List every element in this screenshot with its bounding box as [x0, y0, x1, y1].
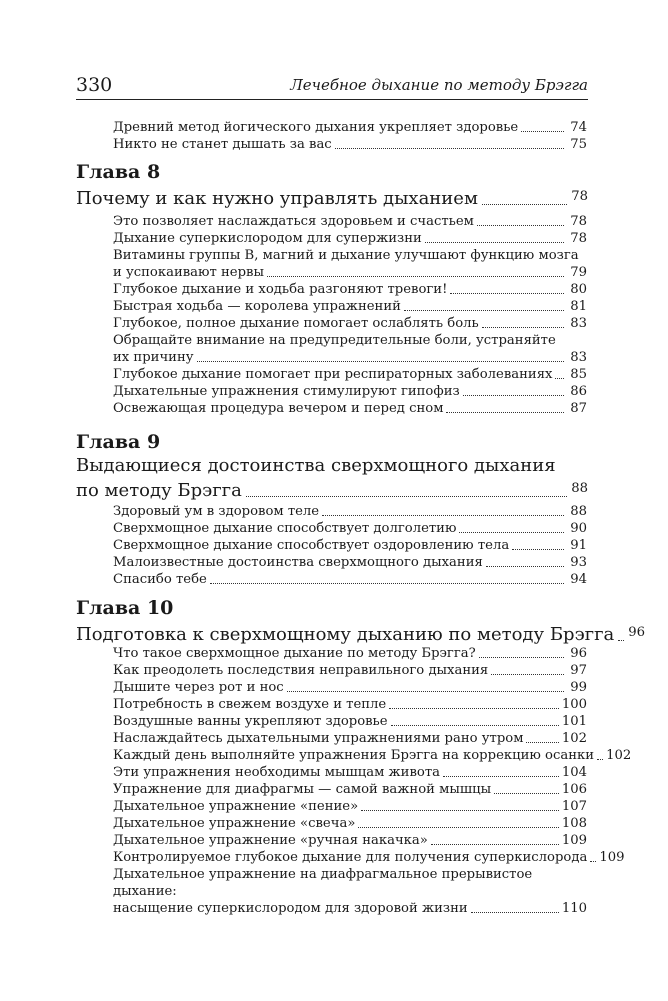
- toc-entry-text-line1: Дыхательное упражнение на диафрагмальное прерывистое дыхание:: [113, 867, 533, 899]
- chapter-9-title: [76, 454, 588, 502]
- leader-dots: [597, 759, 603, 760]
- toc-entry-text: Дыхательное упражнение «свеча»: [113, 816, 356, 831]
- toc-entry-page: 102: [561, 731, 587, 746]
- toc-entry-text-line1: Обращайте внимание на предупредительные боли, устраняйте: [113, 333, 556, 348]
- leader-dots: [443, 776, 559, 777]
- toc-entry-text: их причину: [113, 350, 194, 365]
- toc-entry-page: 86: [570, 384, 587, 399]
- leader-dots: [197, 361, 565, 362]
- leader-dots: [404, 310, 564, 311]
- chapter-8-label: Глава 8: [76, 161, 161, 183]
- toc-entry-text: Воздушные ванны укрепляют здоровье: [113, 714, 388, 729]
- toc-entry: [113, 798, 587, 815]
- chapter-title-text: Почему и как нужно управлять дыханием: [76, 188, 478, 209]
- leader-dots: [555, 378, 564, 379]
- toc-entry-text: Потребность в свежем воздухе и тепле: [113, 697, 387, 712]
- leader-dots: [246, 496, 567, 497]
- leader-dots: [391, 725, 559, 726]
- toc-entry: [113, 866, 587, 917]
- chapter-page: 78: [571, 189, 588, 204]
- toc-entry: [113, 213, 587, 230]
- toc-entry: [113, 781, 587, 798]
- toc-entry: [113, 230, 587, 247]
- toc-entry: [113, 679, 587, 696]
- toc-entry-page: 97: [570, 663, 587, 678]
- page-number: 330: [76, 74, 113, 96]
- toc-entry-text: Что такое сверхмощное дыхание по методу Брэгга?: [113, 646, 476, 661]
- toc-entry-text: Как преодолеть последствия неправильного дыхания: [113, 663, 489, 678]
- leader-dots: [526, 742, 558, 743]
- toc-entry-page: 93: [570, 555, 587, 570]
- toc-entry-page: 102: [606, 748, 632, 763]
- leader-dots: [450, 293, 564, 294]
- leader-dots: [486, 566, 564, 567]
- chapter-9-label: Глава 9: [76, 431, 161, 453]
- toc-entry-text: Упражнение для диафрагмы — самой важной мышцы: [113, 782, 492, 797]
- running-title: Лечебное дыхание по методу Брэгга: [290, 76, 588, 94]
- leader-dots: [459, 532, 564, 533]
- leader-dots: [482, 327, 564, 328]
- toc-entry-page: 80: [570, 282, 587, 297]
- toc-entry-page: 88: [570, 504, 587, 519]
- chapter-page: 88: [571, 481, 588, 496]
- toc-entry: [113, 520, 587, 537]
- toc-entry: [113, 119, 587, 136]
- header-rule: [76, 99, 588, 100]
- leader-dots: [618, 640, 624, 641]
- toc-entry: [113, 815, 587, 832]
- toc-entry: [113, 366, 587, 383]
- toc-entry: [113, 554, 587, 571]
- toc-entry-page: 78: [570, 214, 587, 229]
- toc-entry-page: 108: [561, 816, 587, 831]
- toc-entry-text-line1: Витамины группы В, магний и дыхание улучшают функцию мозга: [113, 248, 579, 263]
- toc-entry: [113, 383, 587, 400]
- toc-entry-text: Освежающая процедура вечером и перед сном: [113, 401, 444, 416]
- toc-entry-page: 87: [570, 401, 587, 416]
- toc-entry: [113, 503, 587, 520]
- toc-entry-text: Сверхмощное дыхание способствует долголетию: [113, 521, 457, 536]
- toc-entry-text: Дыхательные упражнения стимулируют гипофиз: [113, 384, 460, 399]
- toc-entry-text: Глубокое, полное дыхание помогает ослаблять боль: [113, 316, 479, 331]
- leader-dots: [471, 912, 559, 913]
- leader-dots: [590, 861, 596, 862]
- toc-entry-page: 106: [561, 782, 587, 797]
- toc-entry-page: 109: [561, 833, 587, 848]
- toc-entry-page: 91: [570, 538, 587, 553]
- chapter-page: 96: [628, 625, 646, 640]
- leader-dots: [267, 276, 564, 277]
- toc-entry-text: Это позволяет наслаждаться здоровьем и счастьем: [113, 214, 474, 229]
- toc-entry-text: и успокаивают нервы: [113, 265, 264, 280]
- toc-entry: [113, 730, 587, 747]
- toc-entry: [113, 713, 587, 730]
- toc-entry-text: Наслаждайтесь дыхательными упражнениями рано утром: [113, 731, 524, 746]
- toc-entry-page: 74: [570, 120, 587, 135]
- toc-entry-page: 79: [570, 265, 587, 280]
- toc-entry-page: 104: [561, 765, 587, 780]
- toc-entry-text: Дыхание суперкислородом для супержизни: [113, 231, 422, 246]
- toc-entry-page: 109: [599, 850, 625, 865]
- toc-entry-page: 110: [561, 901, 587, 916]
- toc-entry-text: Глубокое дыхание помогает при респираторных заболеваниях: [113, 367, 553, 382]
- toc-entry-text: Малоизвестные достоинства сверхмощного дыхания: [113, 555, 483, 570]
- toc-entry-page: 83: [570, 316, 587, 331]
- toc-entry: [113, 247, 587, 281]
- chapter-10-title: [76, 621, 646, 646]
- toc-entry-page: 78: [570, 231, 587, 246]
- leader-dots: [477, 225, 564, 226]
- toc-entry: [113, 849, 625, 866]
- toc-entry-text: Каждый день выполняйте упражнения Брэгга на коррекцию осанки: [113, 748, 595, 763]
- toc-entry-page: 107: [561, 799, 587, 814]
- toc-entry-text: Глубокое дыхание и ходьба разгоняют тревоги!: [113, 282, 448, 297]
- leader-dots: [431, 844, 559, 845]
- leader-dots: [335, 148, 564, 149]
- toc-entry: [113, 571, 587, 588]
- toc-entry-text: Древний метод йогического дыхания укрепляет здоровье: [113, 120, 519, 135]
- leader-dots: [463, 395, 564, 396]
- leader-dots: [446, 412, 564, 413]
- toc-entry: [113, 332, 587, 366]
- toc-entry: [113, 315, 587, 332]
- chapter-title-text: по методу Брэгга: [76, 480, 242, 501]
- leader-dots: [491, 674, 564, 675]
- toc-entry-text: насыщение суперкислородом для здоровой жизни: [113, 901, 468, 916]
- toc-entry: [113, 747, 632, 764]
- leader-dots: [210, 583, 564, 584]
- leader-dots: [358, 827, 558, 828]
- leader-dots: [482, 204, 567, 205]
- toc-entry: [113, 764, 587, 781]
- toc-entry-page: 90: [570, 521, 587, 536]
- toc-entry-text: Спасибо тебе: [113, 572, 207, 587]
- leader-dots: [361, 810, 559, 811]
- toc-entry-text: Контролируемое глубокое дыхание для получения суперкислорода: [113, 850, 588, 865]
- toc-entry-page: 94: [570, 572, 587, 587]
- toc-entry-page: 101: [561, 714, 587, 729]
- toc-entry: [113, 281, 587, 298]
- leader-dots: [287, 691, 564, 692]
- toc-entry-text: Здоровый ум в здоровом теле: [113, 504, 320, 519]
- chapter-title-text: Подготовка к сверхмощному дыханию по методу Брэгга: [76, 624, 615, 645]
- toc-entry: [113, 832, 587, 849]
- toc-entry: [113, 298, 587, 315]
- toc-entry: [113, 696, 587, 713]
- toc-entry-page: 96: [570, 646, 587, 661]
- toc-entry-page: 85: [570, 367, 587, 382]
- toc-entry: [113, 136, 587, 153]
- chapter-10-label: Глава 10: [76, 597, 174, 619]
- toc-entry: [113, 645, 587, 662]
- toc-entry: [113, 662, 587, 679]
- toc-entry-text: Дыхательное упражнение «ручная накачка»: [113, 833, 428, 848]
- toc-entry: [113, 537, 587, 554]
- toc-entry-page: 81: [570, 299, 587, 314]
- toc-entry-page: 99: [570, 680, 587, 695]
- toc-entry-text: Сверхмощное дыхание способствует оздоровлению тела: [113, 538, 510, 553]
- toc-entry: [113, 400, 587, 417]
- leader-dots: [425, 242, 564, 243]
- toc-entry-text: Никто не станет дышать за вас: [113, 137, 332, 152]
- toc-entry-text: Эти упражнения необходимы мышцам живота: [113, 765, 440, 780]
- toc-entry-text: Быстрая ходьба — королева упражнений: [113, 299, 401, 314]
- leader-dots: [389, 708, 559, 709]
- toc-entry-text: Дыхательное упражнение «пение»: [113, 799, 359, 814]
- chapter-8-title: [76, 185, 588, 210]
- leader-dots: [494, 793, 559, 794]
- toc-entry-page: 83: [570, 350, 587, 365]
- toc-entry-page: 75: [570, 137, 587, 152]
- leader-dots: [479, 657, 564, 658]
- toc-entry-text: Дышите через рот и нос: [113, 680, 284, 695]
- toc-entry-page: 100: [561, 697, 587, 712]
- chapter-title-line1: Выдающиеся достоинства сверхмощного дыхания: [76, 455, 556, 476]
- leader-dots: [521, 131, 564, 132]
- running-header: [76, 70, 588, 100]
- leader-dots: [322, 515, 564, 516]
- leader-dots: [512, 549, 564, 550]
